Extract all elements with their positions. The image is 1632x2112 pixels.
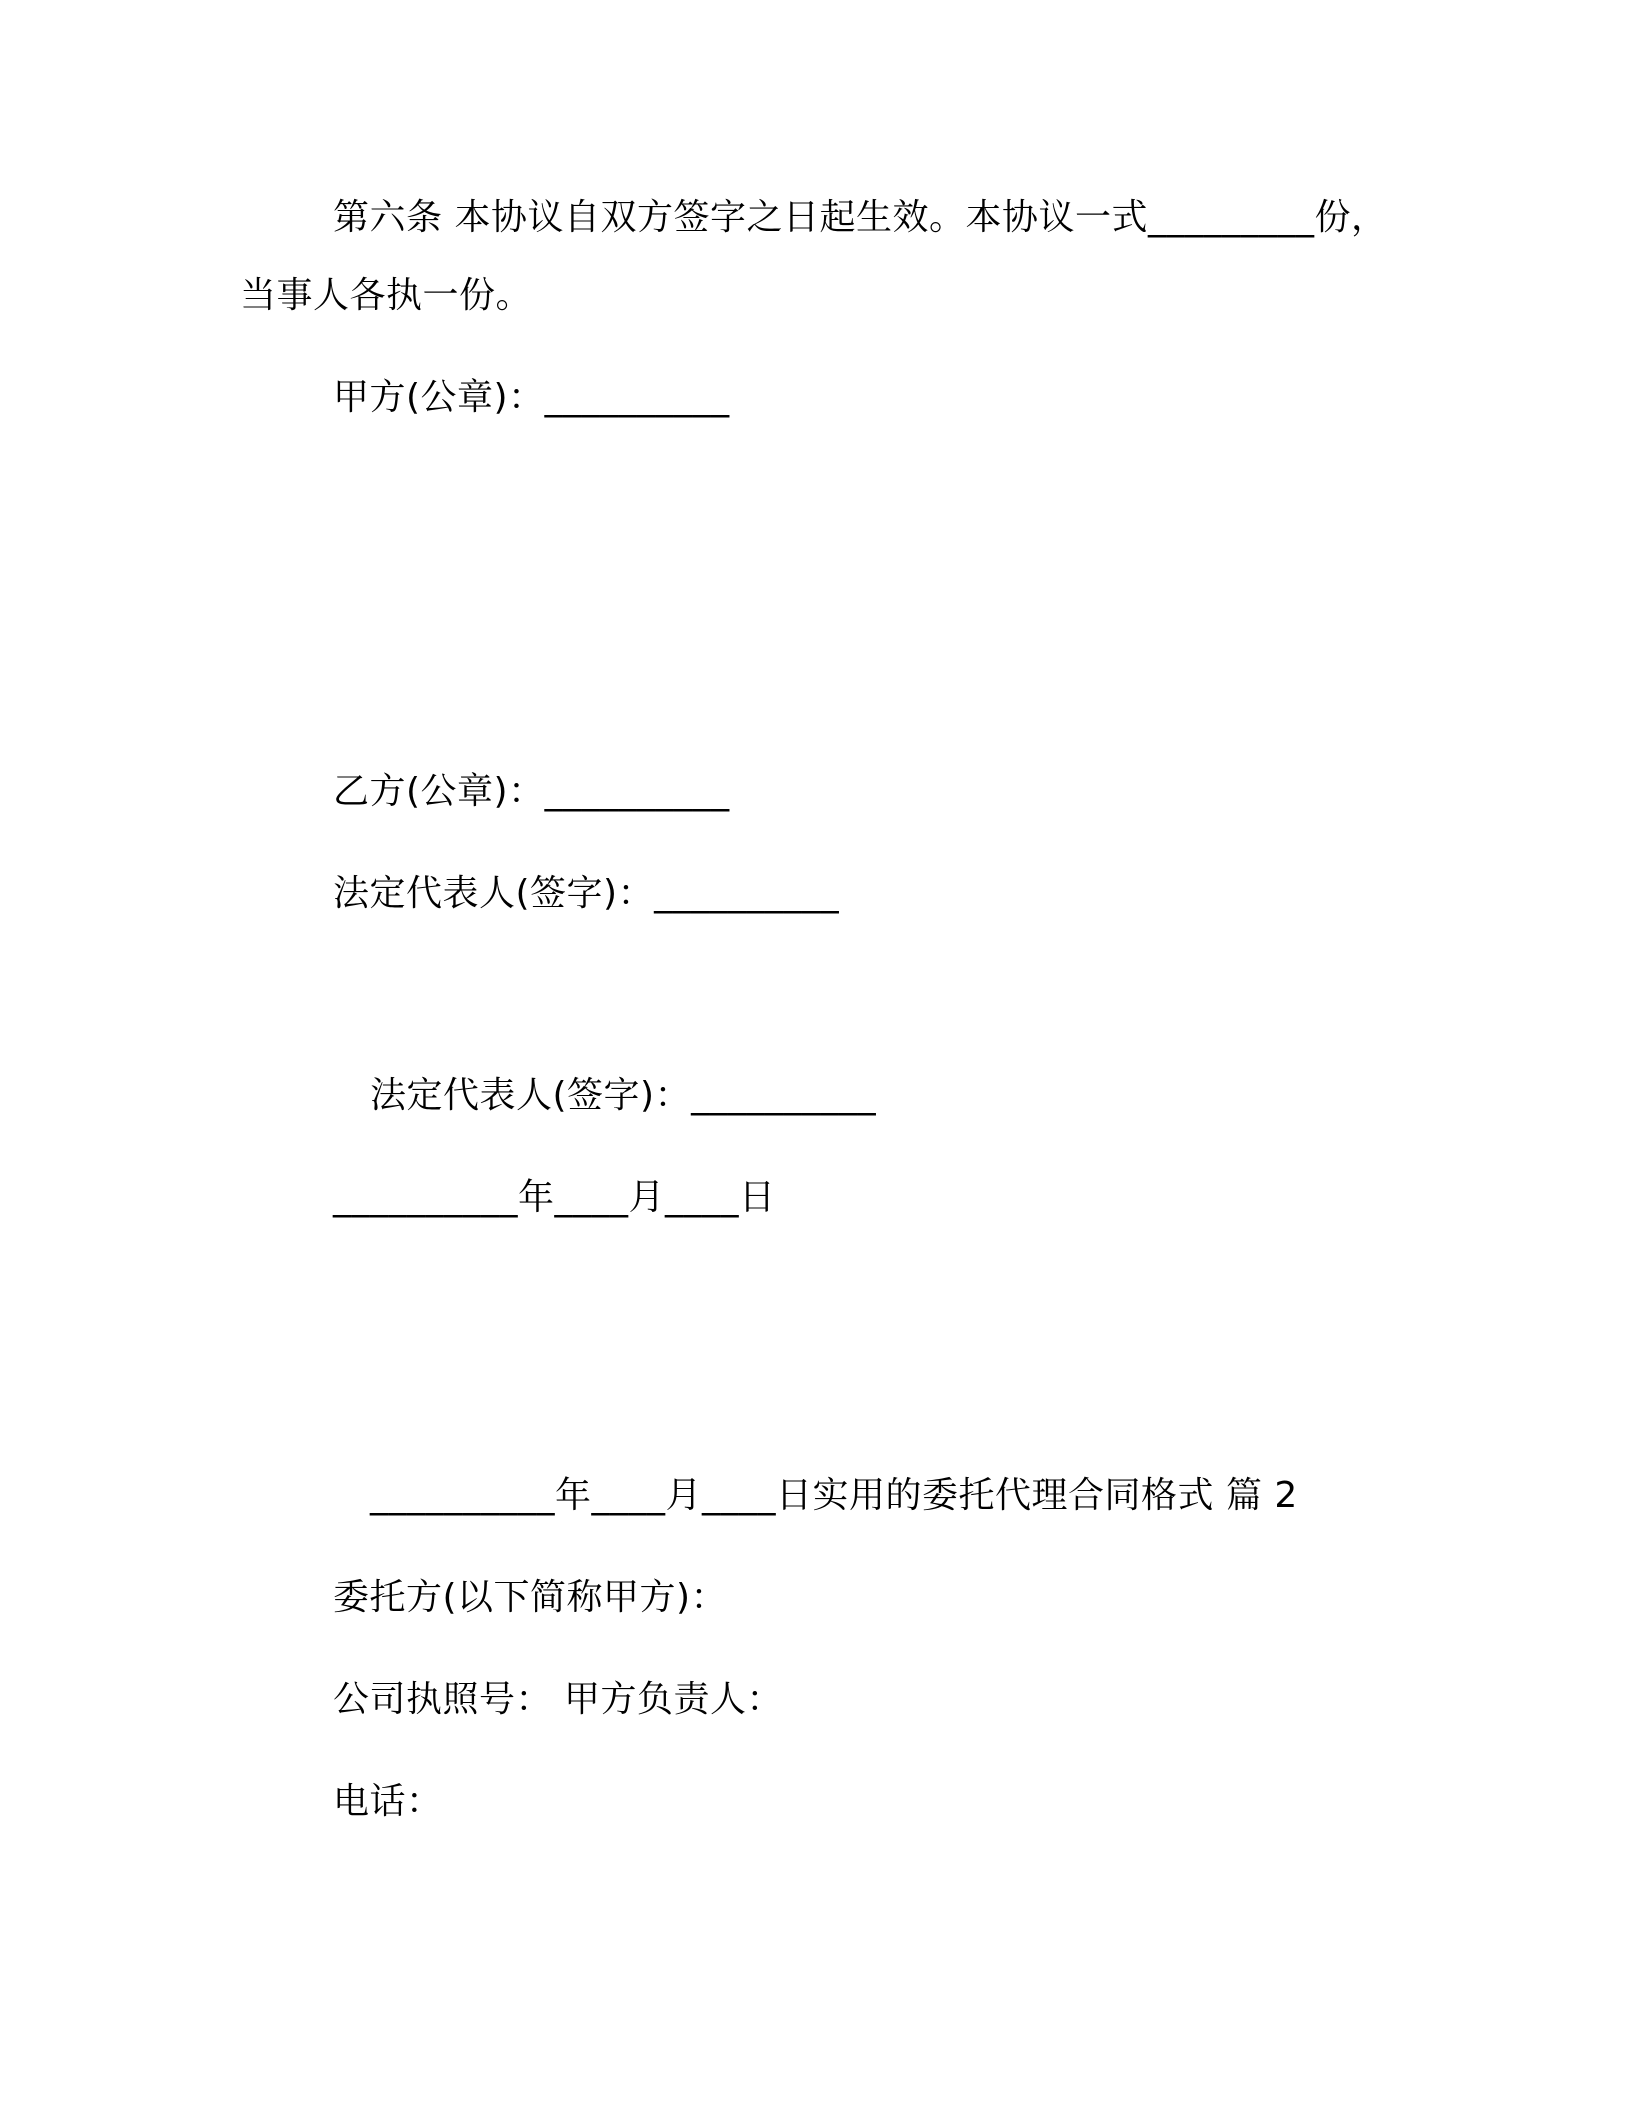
client-party-line: 委托方(以下简称甲方)：	[333, 1577, 728, 1618]
party-a-seal-line: 甲方(公章)：__________	[333, 377, 730, 418]
legal-rep-signature-line-2: 法定代表人(签字)：__________	[370, 1075, 877, 1116]
party-b-seal-line: 乙方(公章)：__________	[333, 771, 730, 812]
section-heading: __________年____月____日实用的委托代理合同格式 篇 2	[370, 1475, 1298, 1516]
article-six-text: 第六条 本协议自双方签字之日起生效。本协议一式_________份，	[333, 197, 1388, 238]
license-and-manager-line: 公司执照号： 甲方负责人：	[333, 1679, 783, 1720]
date-line: __________年____月____日	[333, 1177, 776, 1218]
phone-line: 电话：	[333, 1781, 443, 1822]
legal-rep-signature-line: 法定代表人(签字)：__________	[333, 873, 840, 914]
article-six-continuation: 当事人各执一份。	[240, 275, 533, 316]
